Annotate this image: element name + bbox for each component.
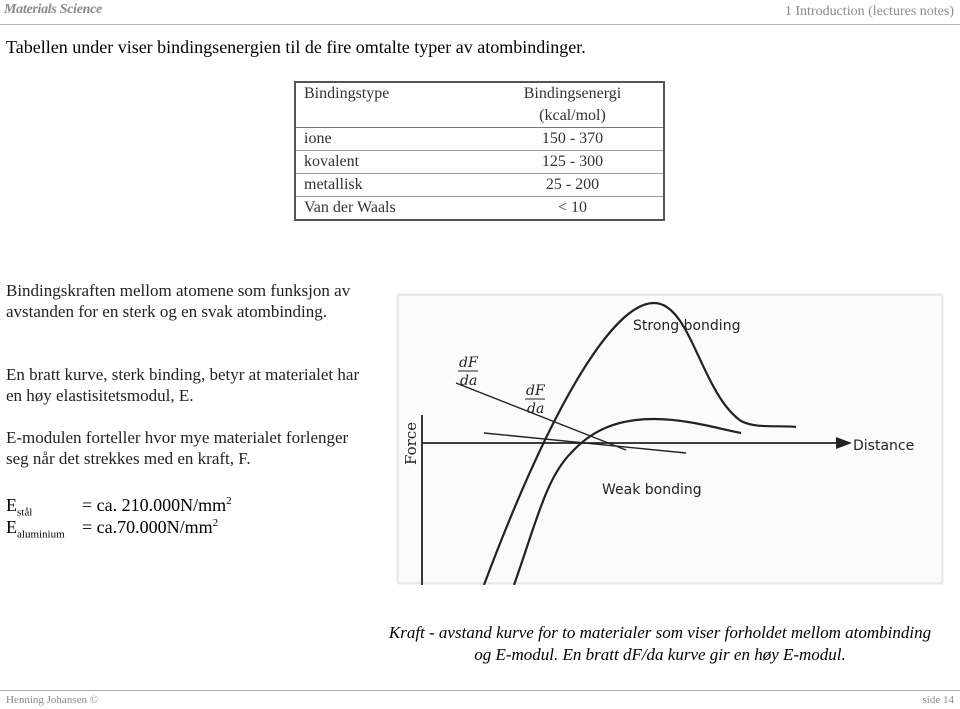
strong-bonding-label: Strong bonding [633,318,741,334]
e-value: = ca.70.000N/mm [82,517,213,537]
e-letter: E [6,495,17,515]
binding-energy-table [294,81,665,221]
e-superscript: 2 [212,517,219,529]
strong-slope-numerator: dF [459,355,478,371]
e-subscript: stål [17,506,33,519]
energy-header-label: Bindingsenergi [523,85,622,102]
e-value: = ca. 210.000N/mm [82,495,227,515]
column-header-type: Bindingstype [304,85,390,102]
binding-type-cell: Van der Waals [304,199,396,216]
materials-science-logo: Materials Science [4,2,102,17]
binding-energy-cell: < 10 [557,199,588,216]
paragraph-binding-force: Bindingskraften mellom atomene som funksjon av avstanden for en sterk og en svak atombinding. [6,281,351,321]
table-row [295,197,664,221]
weak-slope-denominator: da [527,401,545,417]
e-subscript: aluminium [17,528,65,541]
strong-slope-denominator: da [460,373,478,389]
e-letter: E [6,517,17,537]
footer-page-number: side 14 [922,694,954,706]
binding-type-cell: kovalent [304,153,360,170]
header-section-title: 1 Introduction (lectures notes) [784,4,954,19]
weak-slope-numerator: dF [526,383,545,399]
binding-type-cell: ione [304,130,332,147]
energy-unit-label: (kcal/mol) [539,107,606,124]
table-row [295,128,664,151]
e-symbol [6,516,82,546]
weak-bonding-label: Weak bonding [602,482,702,498]
binding-type-cell: metallisk [304,176,363,193]
footer-author: Henning Johansen © [6,694,99,706]
binding-energy-cell: 150 - 370 [541,130,604,147]
table-header-row [295,82,664,128]
paragraph-e-modulus: E-modulen forteller hvor mye materialet forlenger seg når det strekkes med en kraft, F. [6,428,349,468]
table-row [295,174,664,197]
intro-text: Tabellen under viser bindingsenergien til de fire omtalte typer av atombindinger. [6,37,586,57]
table-row [295,151,664,174]
force-distance-figure [396,293,944,585]
e-superscript: 2 [226,495,232,507]
e-modulus-aluminium [6,512,218,546]
binding-energy-cell: 25 - 200 [545,176,600,193]
figure-caption: Kraft - avstand kurve for to materialer som viser forholdet mellom atombinding og E-modul. En bratt dF/da kurve gir en høy E-modul. [388,623,932,664]
footer-divider [0,690,960,691]
header-divider [0,24,960,25]
distance-axis-label: Distance [853,438,915,454]
binding-energy-cell: 125 - 300 [541,153,604,170]
column-header-energy [482,82,664,128]
force-axis-label: Force [402,421,420,465]
paragraph-steep-curve: En bratt kurve, sterk binding, betyr at materialet har en høy elastisitetsmodul, E. [6,365,360,405]
